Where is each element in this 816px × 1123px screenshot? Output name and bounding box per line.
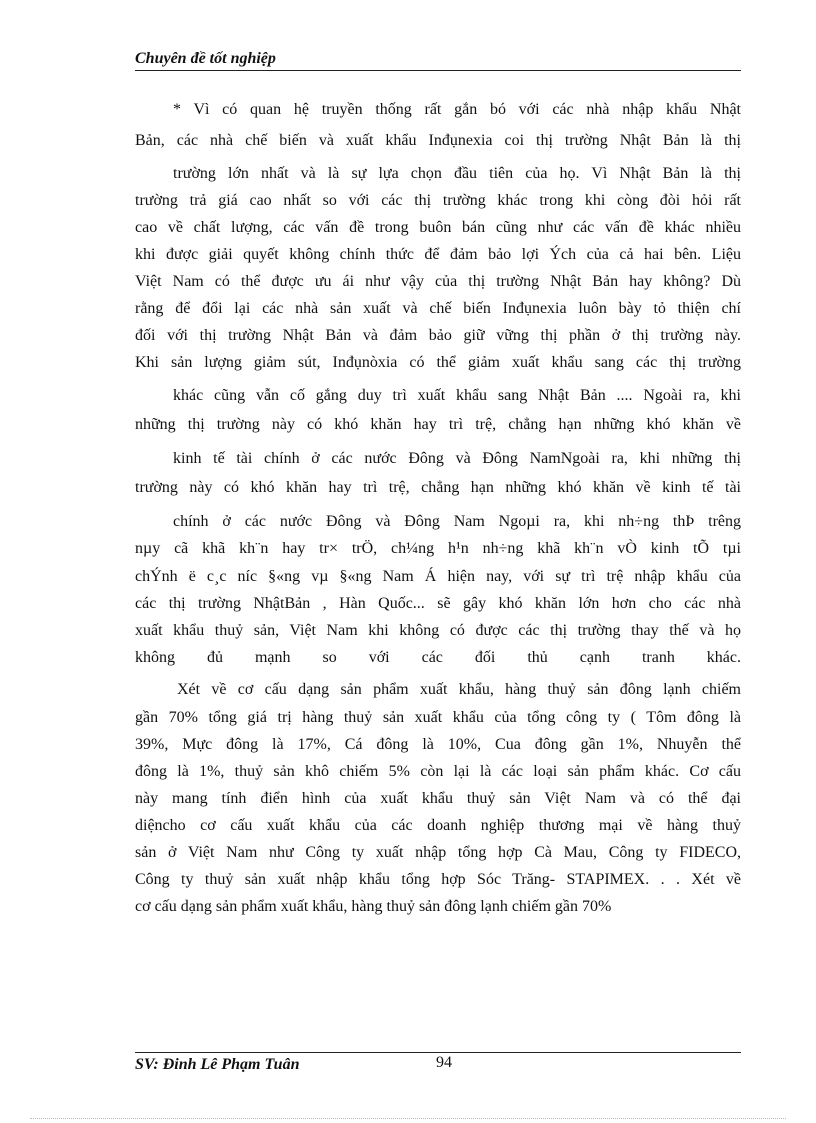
page-bottom-border: [30, 1118, 786, 1119]
text-line: Việt Nam có thể được ưu ái như vậy của thị trường Nhật Bản hay không? Dù: [135, 273, 741, 290]
text-line: xuất khẩu thuỷ sản, Việt Nam khi không có được các thị trường thay thế và họ: [135, 622, 741, 639]
text-line: Bản, các nhà chế biến và xuất khẩu Inđụnexia coi thị trường Nhật Bản là thị: [135, 132, 741, 149]
text-line: này mang tính điển hình của xuất khẩu thuỷ sản Việt Nam và có thể đại: [135, 790, 741, 807]
text-line: đối với thị trường Nhật Bản và đảm bảo giữ vững thị phần ở thị trường này.: [135, 327, 741, 344]
header-divider: [135, 70, 741, 71]
text-line: trường này có khó khăn hay trì trệ, chẳng hạn những khó khăn về kinh tế tài: [135, 479, 741, 496]
text-line: gần 70% tổng giá trị hàng thuỷ sản xuất khẩu của tổng công ty ( Tôm đông là: [135, 709, 741, 726]
header-title: Chuyên đề tốt nghiệp: [135, 50, 276, 67]
footer-student-name: SV: Đinh Lê Phạm Tuân: [135, 1056, 300, 1073]
text-line: Khi sản lượng giảm sút, Inđụnòxia có thể giảm xuất khẩu sang các thị trường: [135, 354, 741, 371]
text-line: 39%, Mực đông là 17%, Cá đông là 10%, Cua đông gần 1%, Nhuyễn thể: [135, 736, 741, 753]
text-line: Công ty thuỷ sản xuất nhập khẩu tổng hợp Sóc Trăng- STAPIMEX. . . Xét về: [135, 871, 741, 888]
text-line: cao về chất lượng, các vấn đề trong buôn bán cũng như các vấn đề khác nhiều: [135, 219, 741, 236]
text-line: các thị trường NhậtBản , Hàn Quốc... sẽ gây khó khăn lớn hơn cho các nhà: [135, 595, 741, 612]
text-line: những thị trường này có khó khăn hay trì trệ, chẳng hạn những khó khăn về: [135, 416, 741, 433]
text-line: Xét về cơ cấu dạng sản phẩm xuất khẩu, hàng thuỷ sản đông lạnh chiếm: [177, 681, 741, 698]
text-line: chÝnh ë c¸c níc §«ng vµ §«ng Nam Á hiện nay, với sự trì trệ nhập khẩu của: [135, 568, 741, 585]
text-line: trường trả giá cao nhất so với các thị trường khác trong khi còng đòi hỏi rất: [135, 192, 741, 209]
footer-divider: [135, 1052, 741, 1053]
text-line: diệncho cơ cấu xuất khẩu của các doanh nghiệp thương mại về hàng thuỷ: [135, 817, 741, 834]
text-line: đông là 1%, thuỷ sản khô chiếm 5% còn lại là các loại sản phẩm khác. Cơ cấu: [135, 763, 741, 780]
text-line: không đủ mạnh so với các đối thủ cạnh tranh khác.: [135, 649, 741, 666]
text-line: trường lớn nhất và là sự lựa chọn đầu tiên của họ. Vì Nhật Bản là thị: [173, 165, 741, 182]
text-line: sản ở Việt Nam như Công ty xuất nhập tổng hợp Cà Mau, Công ty FIDECO,: [135, 844, 741, 861]
text-line: khác cũng vẫn cố gắng duy trì xuất khẩu sang Nhật Bản .... Ngoài ra, khi: [173, 387, 741, 404]
text-line: rằng để đổi lại các nhà sản xuất và chế biến Inđụnexia luôn bày tỏ thiện chí: [135, 300, 741, 317]
text-line: * Vì có quan hệ truyền thống rất gắn bó với các nhà nhập khẩu Nhật: [173, 101, 741, 118]
text-line: kinh tế tài chính ở các nước Đông và Đông NamNgoài ra, khi những thị: [173, 450, 741, 467]
text-line: cơ cấu dạng sản phẩm xuất khẩu, hàng thuỷ sản đông lạnh chiếm gần 70%: [135, 898, 612, 915]
page-number: 94: [436, 1054, 452, 1071]
text-line: nµy cã khã kh¨n hay tr× trÖ, ch¼ng h¹n nh÷ng khã kh¨n vÒ kinh tÕ tµi: [135, 540, 741, 557]
text-line: chính ở các nước Đông và Đông Nam Ngoµi ra, khi nh÷ng thÞ trêng: [173, 513, 741, 530]
text-line: khi được giải quyết không chính thức để đảm bảo lợi Ých của cả hai bên. Liệu: [135, 246, 741, 263]
